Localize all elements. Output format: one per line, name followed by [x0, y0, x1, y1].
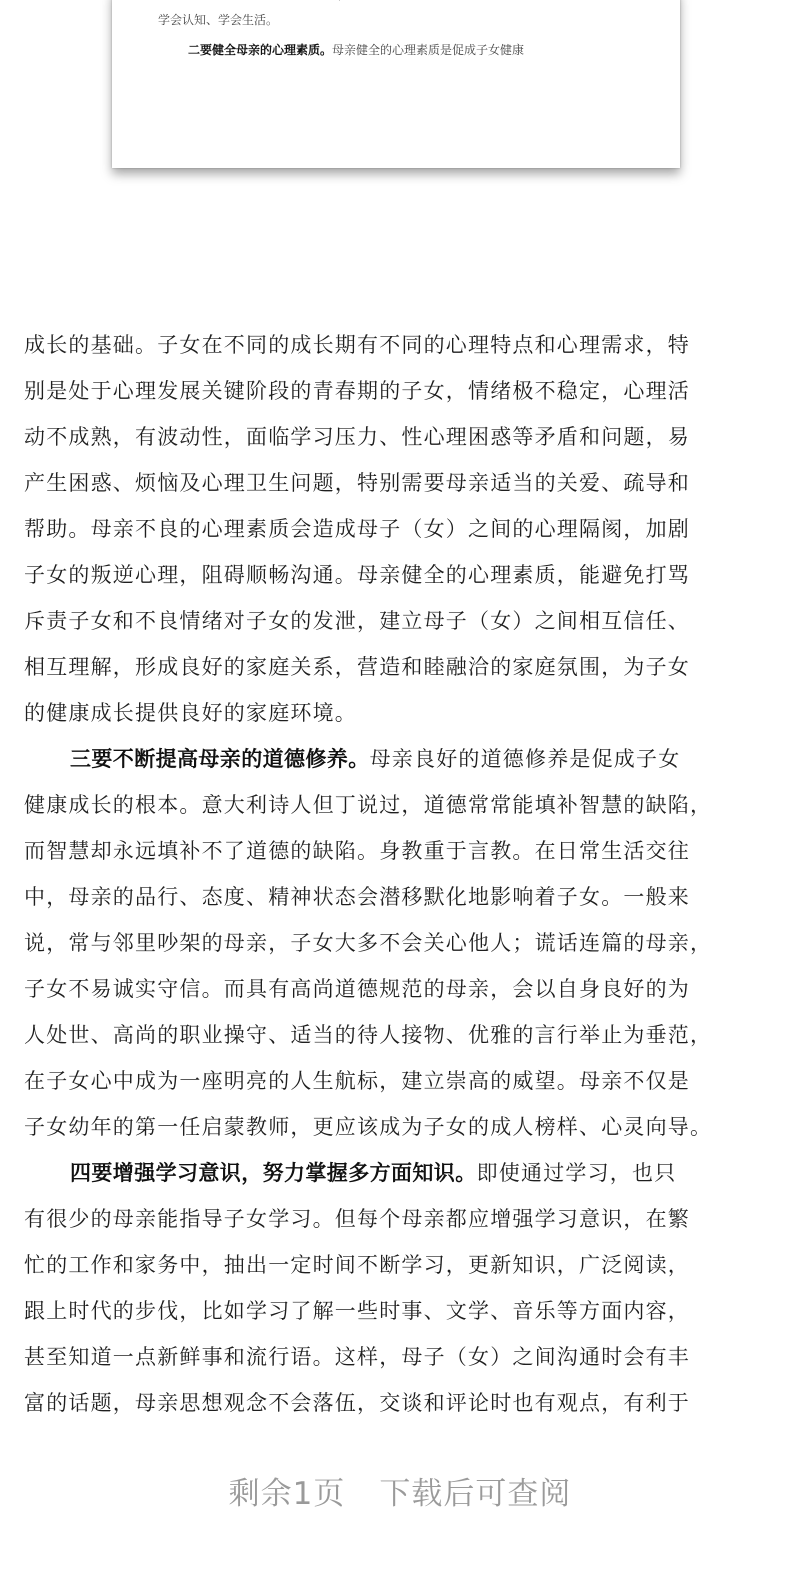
- document-body: [24, 322, 784, 1426]
- preview-line-2: 学会认知、学会生活。: [158, 13, 279, 27]
- preview-page-card: [112, 0, 680, 168]
- text-line: 而智慧却永远填补不了道德的缺陷。身教重于言教。在日常生活交往: [24, 839, 690, 863]
- text-line: 忙的工作和家务中，抽出一定时间不断学习，更新知识，广泛阅读，: [24, 1253, 690, 1277]
- text-line: 子女幼年的第一任启蒙教师，更应该成为子女的成人榜样、心灵向导。: [24, 1115, 713, 1139]
- text-line: 的健康成长提供良好的家庭环境。: [24, 701, 357, 725]
- text-line: 富的话题，母亲思想观念不会落伍，交谈和评论时也有观点，有利于: [24, 1391, 690, 1415]
- text-span: 即使通过学习，也只: [476, 1161, 677, 1185]
- text-line: 跟上时代的步伐，比如学习了解一些时事、文学、音乐等方面内容，: [24, 1299, 690, 1323]
- text-line: 别是处于心理发展关键阶段的青春期的子女，情绪极不稳定，心理活: [24, 379, 690, 403]
- preview-heading-bold: 二要健全母亲的心理素质。: [188, 43, 333, 57]
- text-line: 帮助。母亲不良的心理素质会造成母子（女）之间的心理隔阂，加剧: [24, 517, 690, 541]
- remaining-pages-notice[interactable]: [0, 1468, 800, 1513]
- text-line: 成长的基础。子女在不同的成长期有不同的心理特点和心理需求，特: [24, 333, 690, 357]
- text-line: 子女不易诚实守信。而具有高尚道德规范的母亲，会以自身良好的为: [24, 977, 690, 1001]
- text-line: 斥责子女和不良情绪对子女的发泄，建立母子（女）之间相互信任、: [24, 609, 690, 633]
- paragraph-heading-line: [24, 736, 784, 782]
- text-span: 母亲良好的道德修养是促成子女: [369, 747, 681, 771]
- preview-heading-line: [188, 42, 650, 58]
- paragraph-heading: 三要不断提高母亲的道德修养。: [70, 747, 370, 771]
- preview-heading-rest: 母亲健全的心理素质是促成子女健康: [332, 43, 525, 57]
- text-line: 在子女心中成为一座明亮的人生航标，建立崇高的威望。母亲不仅是: [24, 1069, 690, 1093]
- text-line: 甚至知道一点新鲜事和流行语。这样，母子（女）之间沟通时会有丰: [24, 1345, 690, 1369]
- download-hint-label: 下载后可查阅: [379, 1476, 572, 1512]
- paragraph-heading-line: [24, 1150, 784, 1196]
- text-line: 相互理解，形成良好的家庭关系，营造和睦融洽的家庭氛围，为子女: [24, 655, 690, 679]
- text-line: 子女的叛逆心理，阻碍顺畅沟通。母亲健全的心理素质，能避免打骂: [24, 563, 690, 587]
- remaining-pages-label: 剩余1页: [228, 1476, 346, 1512]
- text-line: 有很少的母亲能指导子女学习。但每个母亲都应增强学习意识，在繁: [24, 1207, 690, 1231]
- paragraph-heading: 四要增强学习意识，努力掌握多方面知识。: [70, 1161, 477, 1185]
- text-line: 中，母亲的品行、态度、精神状态会潜移默化地影响着子女。一般来: [24, 885, 690, 909]
- preview-line-1: [158, 0, 650, 2]
- text-line: 动不成熟，有波动性，面临学习压力、性心理困惑等矛盾和问题，易: [24, 425, 690, 449]
- text-line: 人处世、高尚的职业操守、适当的待人接物、优雅的言行举止为垂范，: [24, 1023, 713, 1047]
- text-line: 说，常与邻里吵架的母亲，子女大多不会关心他人；谎话连篇的母亲，: [24, 931, 713, 955]
- text-line: 产生困惑、烦恼及心理卫生问题，特别需要母亲适当的关爱、疏导和: [24, 471, 690, 495]
- text-line: 健康成长的根本。意大利诗人但丁说过，道德常常能填补智慧的缺陷，: [24, 793, 713, 817]
